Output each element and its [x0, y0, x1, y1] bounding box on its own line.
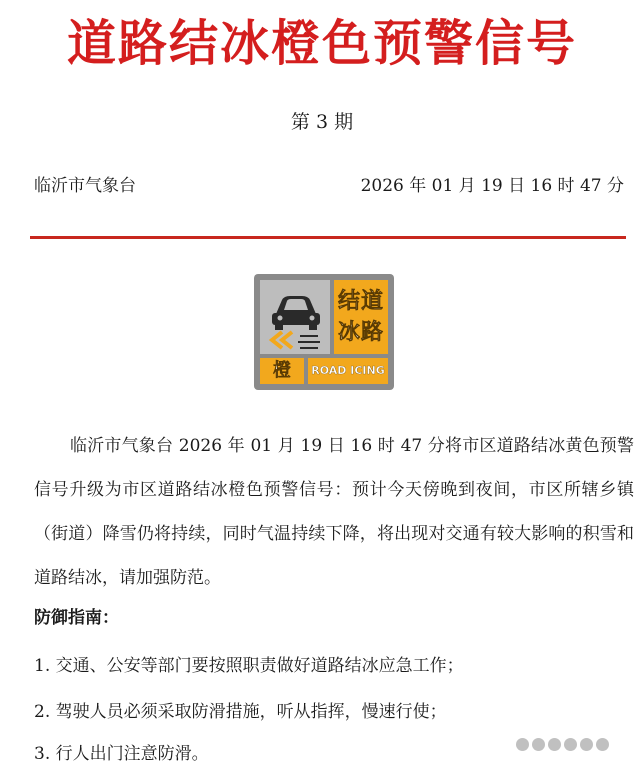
divider-rule	[30, 236, 626, 239]
guide-item: 2. 驾驶人员必须采取防滑措施，听从指挥，慢速行使；	[34, 702, 447, 722]
icon-level-label: 橙	[260, 358, 304, 384]
icon-char-lu: 路	[361, 320, 385, 345]
icon-english-label: ROAD ICING	[308, 358, 388, 384]
icon-char-dao: 道	[361, 289, 385, 314]
issuer: 临沂市气象台	[34, 176, 136, 196]
document-title: 道路结冰橙色预警信号	[66, 15, 577, 72]
road-icing-orange-signal-icon	[254, 274, 394, 390]
guide-item: 3. 行人出门注意防滑。	[34, 744, 209, 764]
guide-title: 防御指南：	[34, 608, 119, 628]
icon-char-jie: 结	[337, 289, 361, 314]
watermark-dots-icon	[516, 736, 624, 756]
car-skid-icon	[260, 280, 330, 354]
icon-char-bing: 冰	[337, 320, 361, 345]
issue-number: 第 3 期	[290, 111, 354, 133]
body-paragraph: 临沂市气象台 2026 年 01 月 19 日 16 时 47 分将市区道路结冰黄色预警信号升级为市区道路结冰橙色预警信号：预计今天傍晚到夜间，市区所辖乡镇（街道）降雪仍将持续，同时气温持续下降，将出现对交通有较大影响的积雪和道路结冰，请加强防范。	[34, 436, 634, 588]
guide-item: 1. 交通、公安等部门要按照职责做好道路结冰应急工作；	[34, 656, 464, 676]
issue-datetime: 2026 年 01 月 19 日 16 时 47 分	[360, 176, 624, 196]
